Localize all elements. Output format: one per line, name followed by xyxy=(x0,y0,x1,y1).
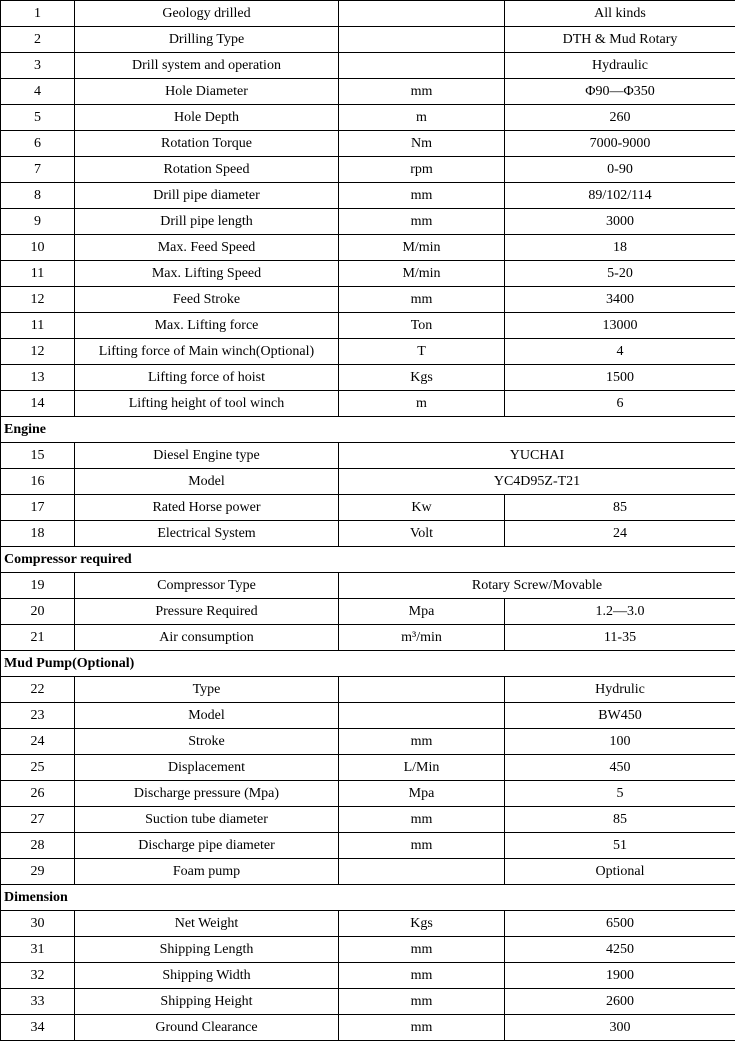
parameter-unit: M/min xyxy=(339,235,505,261)
parameter-unit: Kgs xyxy=(339,911,505,937)
parameter-name: Compressor Type xyxy=(75,573,339,599)
parameter-value: 100 xyxy=(505,729,735,755)
table-row xyxy=(1,339,735,365)
parameter-name: Foam pump xyxy=(75,859,339,885)
parameter-value: 51 xyxy=(505,833,735,859)
parameter-name: Drill pipe diameter xyxy=(75,183,339,209)
table-row xyxy=(1,365,735,391)
parameter-name: Displacement xyxy=(75,755,339,781)
table-row xyxy=(1,963,735,989)
parameter-name: Lifting force of hoist xyxy=(75,365,339,391)
parameter-unit: m xyxy=(339,105,505,131)
table-row xyxy=(1,521,735,547)
parameter-value: YC4D95Z-T21 xyxy=(339,469,735,495)
parameter-name: Pressure Required xyxy=(75,599,339,625)
table-row xyxy=(1,183,735,209)
parameter-value: 3000 xyxy=(505,209,735,235)
parameter-unit: mm xyxy=(339,807,505,833)
parameter-value: Φ90—Φ350 xyxy=(505,79,735,105)
parameter-value: 260 xyxy=(505,105,735,131)
table-row xyxy=(1,443,735,469)
parameter-unit: mm xyxy=(339,937,505,963)
parameter-unit: mm xyxy=(339,989,505,1015)
parameter-value: Optional xyxy=(505,859,735,885)
row-number: 18 xyxy=(1,521,75,547)
table-row xyxy=(1,261,735,287)
row-number: 8 xyxy=(1,183,75,209)
parameter-value: 85 xyxy=(505,807,735,833)
parameter-unit xyxy=(339,703,505,729)
table-row xyxy=(1,79,735,105)
parameter-value: BW450 xyxy=(505,703,735,729)
row-number: 10 xyxy=(1,235,75,261)
parameter-name: Rated Horse power xyxy=(75,495,339,521)
parameter-name: Suction tube diameter xyxy=(75,807,339,833)
row-number: 25 xyxy=(1,755,75,781)
section-row xyxy=(1,417,735,443)
parameter-name: Max. Lifting force xyxy=(75,313,339,339)
parameter-value: 7000-9000 xyxy=(505,131,735,157)
parameter-unit: mm xyxy=(339,963,505,989)
parameter-value: 1500 xyxy=(505,365,735,391)
table-row xyxy=(1,781,735,807)
spec-table-body xyxy=(1,1,735,1041)
row-number: 15 xyxy=(1,443,75,469)
table-row xyxy=(1,677,735,703)
parameter-name: Drill pipe length xyxy=(75,209,339,235)
parameter-name: Discharge pressure (Mpa) xyxy=(75,781,339,807)
parameter-value: 0-90 xyxy=(505,157,735,183)
parameter-name: Rotation Speed xyxy=(75,157,339,183)
table-row xyxy=(1,235,735,261)
parameter-name: Hole Depth xyxy=(75,105,339,131)
table-row xyxy=(1,391,735,417)
parameter-value: 2600 xyxy=(505,989,735,1015)
parameter-name: Air consumption xyxy=(75,625,339,651)
parameter-name: Discharge pipe diameter xyxy=(75,833,339,859)
parameter-name: Shipping Length xyxy=(75,937,339,963)
row-number: 7 xyxy=(1,157,75,183)
parameter-name: Geology drilled xyxy=(75,1,339,27)
table-row xyxy=(1,53,735,79)
parameter-value: YUCHAI xyxy=(339,443,735,469)
parameter-unit xyxy=(339,53,505,79)
parameter-unit: Ton xyxy=(339,313,505,339)
parameter-name: Electrical System xyxy=(75,521,339,547)
row-number: 4 xyxy=(1,79,75,105)
table-row xyxy=(1,937,735,963)
row-number: 9 xyxy=(1,209,75,235)
row-number: 17 xyxy=(1,495,75,521)
table-row xyxy=(1,989,735,1015)
parameter-name: Stroke xyxy=(75,729,339,755)
table-row xyxy=(1,27,735,53)
section-title: Engine xyxy=(1,417,735,443)
parameter-value: 85 xyxy=(505,495,735,521)
parameter-unit: Mpa xyxy=(339,599,505,625)
parameter-name: Shipping Height xyxy=(75,989,339,1015)
parameter-unit xyxy=(339,1,505,27)
row-number: 22 xyxy=(1,677,75,703)
parameter-unit: Mpa xyxy=(339,781,505,807)
parameter-unit xyxy=(339,677,505,703)
parameter-unit: M/min xyxy=(339,261,505,287)
row-number: 32 xyxy=(1,963,75,989)
table-row xyxy=(1,157,735,183)
row-number: 30 xyxy=(1,911,75,937)
parameter-unit: Kw xyxy=(339,495,505,521)
parameter-unit: mm xyxy=(339,833,505,859)
parameter-value: 6500 xyxy=(505,911,735,937)
parameter-name: Model xyxy=(75,703,339,729)
table-row xyxy=(1,1,735,27)
parameter-value: 5-20 xyxy=(505,261,735,287)
parameter-unit: T xyxy=(339,339,505,365)
parameter-unit: Volt xyxy=(339,521,505,547)
parameter-unit: Kgs xyxy=(339,365,505,391)
parameter-value: Hydraulic xyxy=(505,53,735,79)
table-row xyxy=(1,625,735,651)
parameter-name: Shipping Width xyxy=(75,963,339,989)
parameter-name: Net Weight xyxy=(75,911,339,937)
parameter-name: Lifting force of Main winch(Optional) xyxy=(75,339,339,365)
parameter-value: 24 xyxy=(505,521,735,547)
row-number: 23 xyxy=(1,703,75,729)
parameter-name: Type xyxy=(75,677,339,703)
row-number: 28 xyxy=(1,833,75,859)
parameter-unit: mm xyxy=(339,1015,505,1041)
table-row xyxy=(1,287,735,313)
section-row xyxy=(1,885,735,911)
parameter-unit: mm xyxy=(339,287,505,313)
parameter-value: 3400 xyxy=(505,287,735,313)
section-title: Mud Pump(Optional) xyxy=(1,651,735,677)
parameter-unit xyxy=(339,859,505,885)
row-number: 14 xyxy=(1,391,75,417)
parameter-value: Rotary Screw/Movable xyxy=(339,573,735,599)
parameter-value: All kinds xyxy=(505,1,735,27)
parameter-name: Max. Lifting Speed xyxy=(75,261,339,287)
row-number: 27 xyxy=(1,807,75,833)
row-number: 1 xyxy=(1,1,75,27)
table-row xyxy=(1,599,735,625)
parameter-value: 18 xyxy=(505,235,735,261)
parameter-value: 5 xyxy=(505,781,735,807)
row-number: 19 xyxy=(1,573,75,599)
table-row xyxy=(1,495,735,521)
table-row xyxy=(1,573,735,599)
row-number: 16 xyxy=(1,469,75,495)
parameter-name: Feed Stroke xyxy=(75,287,339,313)
section-row xyxy=(1,651,735,677)
table-row xyxy=(1,807,735,833)
row-number: 11 xyxy=(1,313,75,339)
table-row xyxy=(1,911,735,937)
parameter-name: Lifting height of tool winch xyxy=(75,391,339,417)
row-number: 21 xyxy=(1,625,75,651)
parameter-value: Hydrulic xyxy=(505,677,735,703)
parameter-value: 300 xyxy=(505,1015,735,1041)
parameter-unit xyxy=(339,27,505,53)
parameter-unit: mm xyxy=(339,79,505,105)
parameter-value: 11-35 xyxy=(505,625,735,651)
parameter-name: Diesel Engine type xyxy=(75,443,339,469)
table-row xyxy=(1,703,735,729)
section-title: Compressor required xyxy=(1,547,735,573)
parameter-value: 450 xyxy=(505,755,735,781)
row-number: 24 xyxy=(1,729,75,755)
parameter-unit: mm xyxy=(339,729,505,755)
row-number: 5 xyxy=(1,105,75,131)
table-row xyxy=(1,833,735,859)
parameter-value: 13000 xyxy=(505,313,735,339)
table-row xyxy=(1,1015,735,1041)
parameter-unit: mm xyxy=(339,209,505,235)
row-number: 2 xyxy=(1,27,75,53)
parameter-value: 89/102/114 xyxy=(505,183,735,209)
row-number: 3 xyxy=(1,53,75,79)
table-row xyxy=(1,469,735,495)
table-row xyxy=(1,859,735,885)
table-row xyxy=(1,105,735,131)
parameter-value: DTH & Mud Rotary xyxy=(505,27,735,53)
parameter-unit: mm xyxy=(339,183,505,209)
parameter-value: 4250 xyxy=(505,937,735,963)
table-row xyxy=(1,755,735,781)
parameter-name: Max. Feed Speed xyxy=(75,235,339,261)
parameter-name: Ground Clearance xyxy=(75,1015,339,1041)
parameter-unit: rpm xyxy=(339,157,505,183)
row-number: 12 xyxy=(1,287,75,313)
section-title: Dimension xyxy=(1,885,735,911)
row-number: 29 xyxy=(1,859,75,885)
row-number: 6 xyxy=(1,131,75,157)
row-number: 31 xyxy=(1,937,75,963)
parameter-unit: m³/min xyxy=(339,625,505,651)
table-row xyxy=(1,313,735,339)
parameter-value: 1.2—3.0 xyxy=(505,599,735,625)
parameter-name: Hole Diameter xyxy=(75,79,339,105)
parameter-unit: m xyxy=(339,391,505,417)
parameter-value: 4 xyxy=(505,339,735,365)
row-number: 26 xyxy=(1,781,75,807)
parameter-value: 6 xyxy=(505,391,735,417)
row-number: 11 xyxy=(1,261,75,287)
parameter-unit: L/Min xyxy=(339,755,505,781)
parameter-name: Rotation Torque xyxy=(75,131,339,157)
row-number: 20 xyxy=(1,599,75,625)
row-number: 33 xyxy=(1,989,75,1015)
row-number: 34 xyxy=(1,1015,75,1041)
table-row xyxy=(1,209,735,235)
parameter-name: Drill system and operation xyxy=(75,53,339,79)
parameter-value: 1900 xyxy=(505,963,735,989)
parameter-unit: Nm xyxy=(339,131,505,157)
row-number: 12 xyxy=(1,339,75,365)
table-row xyxy=(1,729,735,755)
parameter-name: Drilling Type xyxy=(75,27,339,53)
row-number: 13 xyxy=(1,365,75,391)
section-row xyxy=(1,547,735,573)
table-row xyxy=(1,131,735,157)
parameter-name: Model xyxy=(75,469,339,495)
